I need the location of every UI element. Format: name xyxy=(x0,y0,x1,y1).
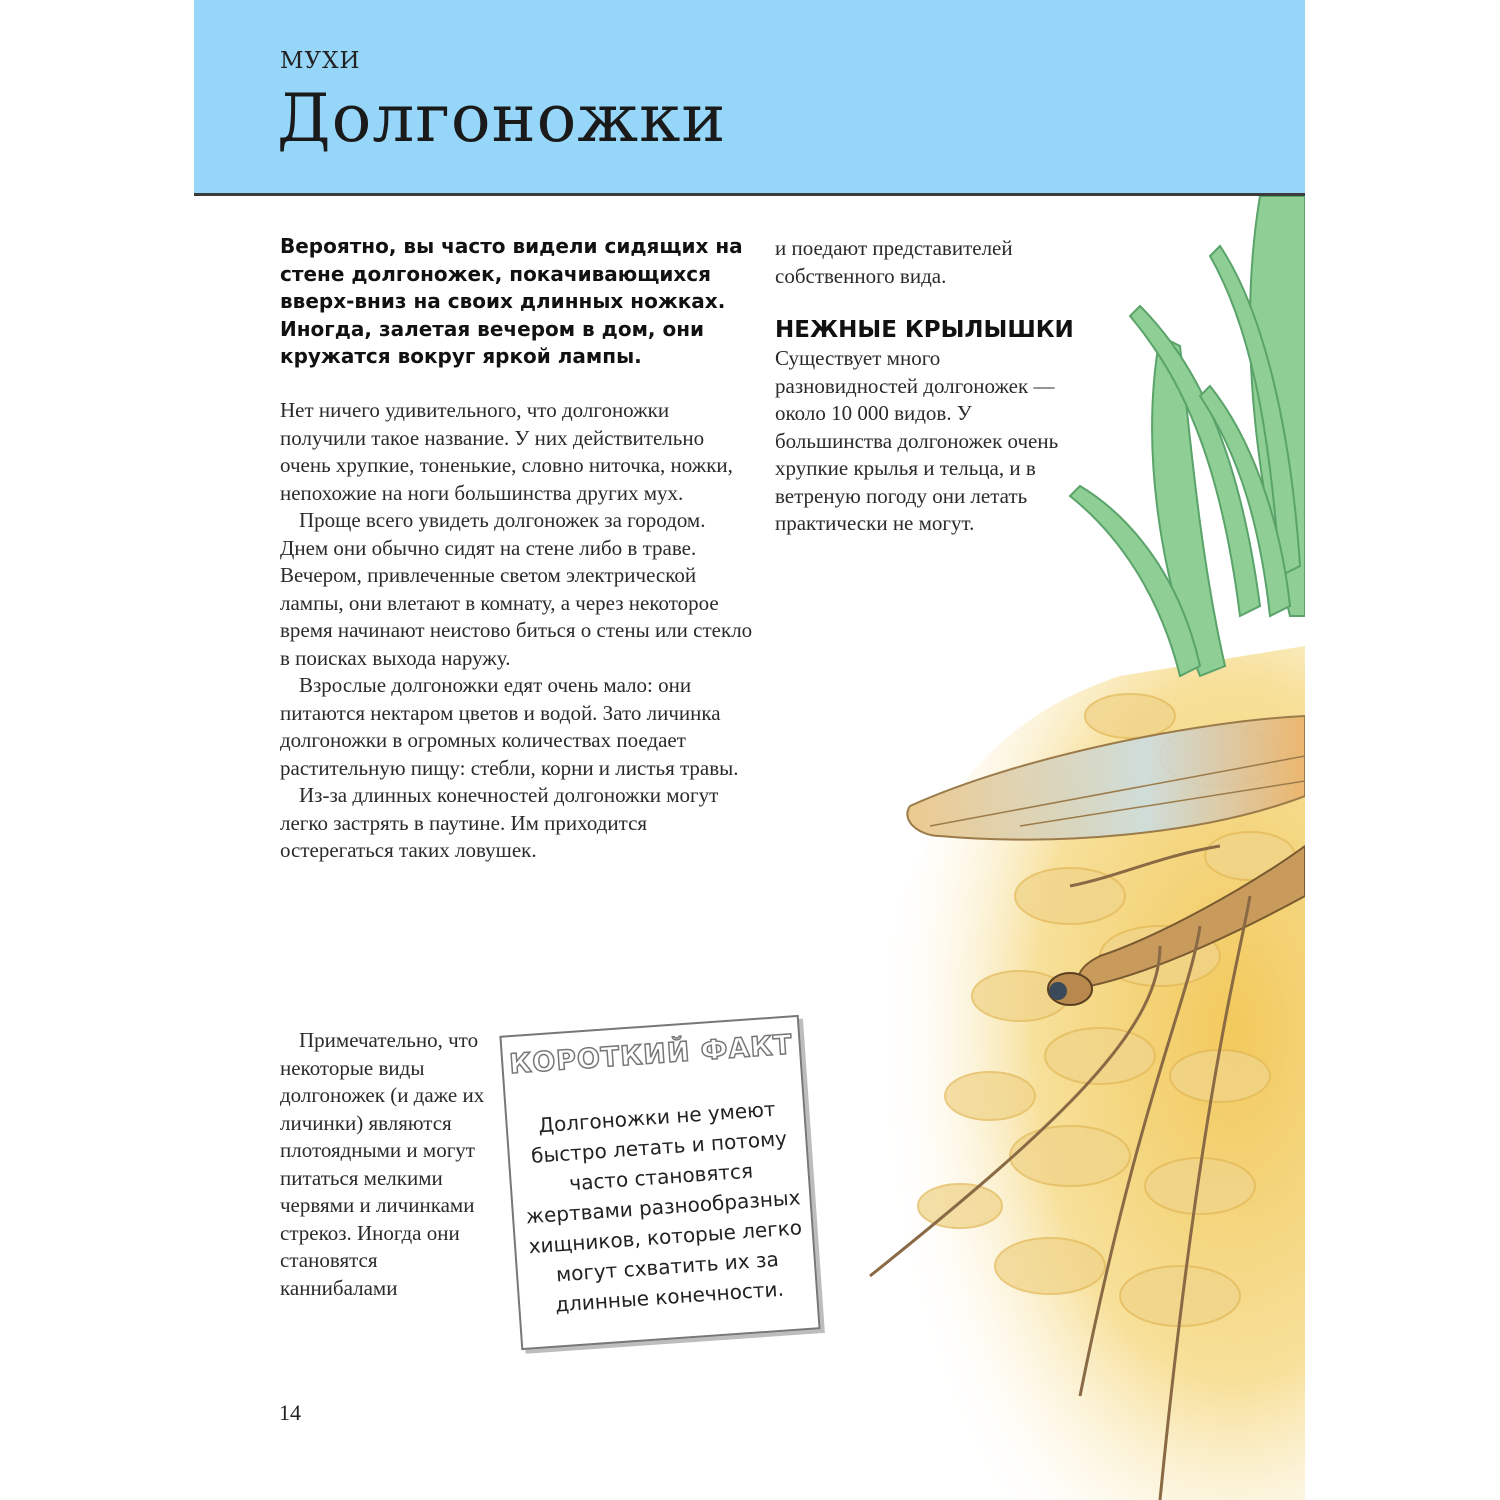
page-number: 14 xyxy=(279,1400,301,1425)
category-label: МУХИ xyxy=(280,48,361,74)
fact-box xyxy=(499,1015,820,1350)
body-paragraph: Из-за длинных конечностей долгоножки могут легко застрять в паутине. Им приходится остерегаться таких ловушек. xyxy=(280,783,719,862)
section-heading: НЕЖНЫЕ КРЫЛЫШКИ xyxy=(775,317,1074,343)
page-header xyxy=(194,0,1305,196)
narrow-paragraph: Примечательно, что некоторые виды долгоножек (и даже их личинки) являются плотоядными и могут питаться мелкими червями и личинками стрекоз. Иногда они становятся каннибалами xyxy=(280,1028,485,1300)
main-text xyxy=(280,397,755,865)
right-column xyxy=(775,235,1075,538)
body-paragraph: Проще всего увидеть долгоножек за городом. Днем они обычно сидят на стене либо в траве. Вечером, привлеченные светом электрической лампы, они влетают в комнату, а через некоторое время начинают неистово биться о стены или стекло в поисках выхода наружу. xyxy=(280,508,753,670)
body-paragraph: Нет ничего удивительного, что долгоножки получили такое название. У них действительно очень хрупкие, тоненькие, словно ниточка, ножки, непохожие на ноги большинства других мух. xyxy=(280,398,733,505)
section-text: Существует много разновидностей долгоножек — около 10 000 видов. У большинства долгоножек очень хрупкие крылья и тельца, и в ветреную погоду они летать практически не могут. xyxy=(775,346,1059,535)
fact-box-title: КОРОТКИЙ ФАКТ xyxy=(508,1029,794,1081)
body-paragraph: Взрослые долгоножки едят очень мало: они питаются нектаром цветов и водой. Зато личинка долгоножки в огромных количествах поедает растительную пищу: стебли, корни и листья травы. xyxy=(280,673,739,780)
page-title: Долгоножки xyxy=(277,80,727,157)
lead-paragraph: Вероятно, вы часто видели сидящих на стене долгоножек, покачивающихся вверх-вниз на своих длинных ножках. Иногда, залетая вечером в дом, они кружатся вокруг яркой лампы. xyxy=(280,234,743,368)
continuation-text: и поедают представителей собственного вида. xyxy=(775,236,1013,288)
fact-box-text: Долгоножки не умеют быстро летать и потому часто становятся жертвами разнообразных хищников, которые легко могут схватить их за длинные конечности. xyxy=(525,1096,803,1317)
